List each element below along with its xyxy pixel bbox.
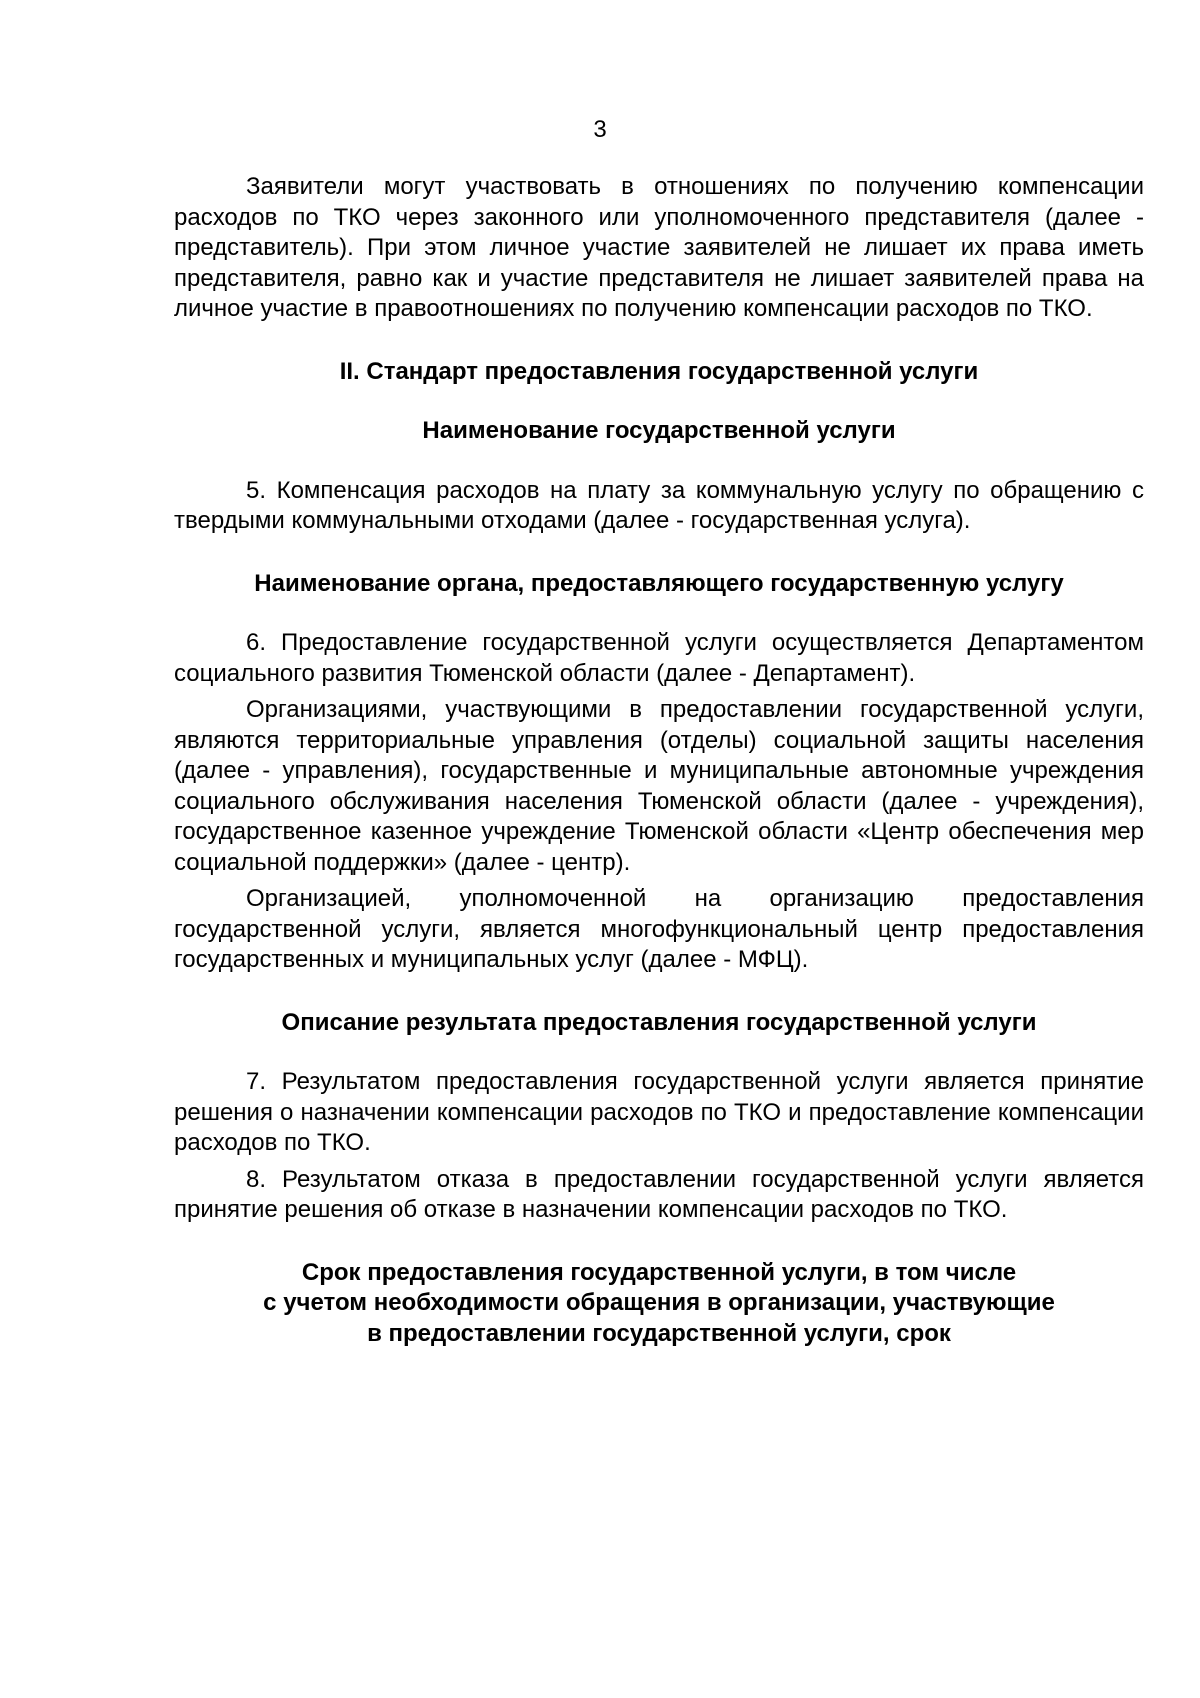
paragraph-item-8: 8. Результатом отказа в предоставлении государственной услуги является принятие решения об отказе в назначении компенсации расходов по ТКО. <box>174 1165 1144 1223</box>
page-number: 3 <box>593 116 607 143</box>
subheading-service-term-line-3: в предоставлении государственной услуги, срок <box>367 1319 951 1347</box>
paragraph-mfc: Организацией, уполномоченной на организацию предоставления государственной услуги, является многофункциональный центр предоставления государственных и муниципальных услуг (далее - МФЦ). <box>174 885 1144 973</box>
paragraph-item-6: 6. Предоставление государственной услуги осуществляется Департаментом социального развития Тюменской области (далее - Департамент). <box>174 629 1144 687</box>
paragraph-participating-organizations: Организациями, участвующими в предоставлении государственной услуги, являются территориальные управления (отделы) социальной защиты населения (далее - управления), государственные и муниципальные автономные учреждения социального обслуживания населения Тюменской области (далее - учреждения), государственное казенное учреждение Тюменской области «Центр обеспечения мер социальной поддержки» (далее - центр). <box>174 696 1144 876</box>
document-body <box>174 172 1144 1349</box>
paragraph-applicants-representative: Заявители могут участвовать в отношениях по получению компенсации расходов по ТКО через законного или уполномоченного представителя (далее - представитель). При этом личное участие заявителей не лишает их права иметь представителя, равно как и участие представителя не лишает заявителей права на личное участие в правоотношениях по получению компенсации расходов по ТКО. <box>174 173 1144 322</box>
subheading-service-term <box>174 1258 1144 1350</box>
subheading-result-description: Описание результата предоставления государственной услуги <box>281 1008 1037 1036</box>
paragraph-item-7: 7. Результатом предоставления государственной услуги является принятие решения о назначении компенсации расходов по ТКО и предоставление компенсации расходов по ТКО. <box>174 1068 1144 1156</box>
subheading-service-term-line-1: Срок предоставления государственной услуги, в том числе <box>301 1258 1017 1286</box>
paragraph-item-5: 5. Компенсация расходов на плату за коммунальную услугу по обращению с твердыми коммунальными отходами (далее - государственная услуга). <box>174 476 1144 534</box>
section-heading-standard: II. Стандарт предоставления государственной услуги <box>339 357 979 385</box>
subheading-service-name: Наименование государственной услуги <box>422 417 896 444</box>
subheading-service-term-line-2: с учетом необходимости обращения в организации, участвующие <box>263 1289 1055 1316</box>
subheading-providing-organ: Наименование органа, предоставляющего государственную услугу <box>254 569 1064 597</box>
